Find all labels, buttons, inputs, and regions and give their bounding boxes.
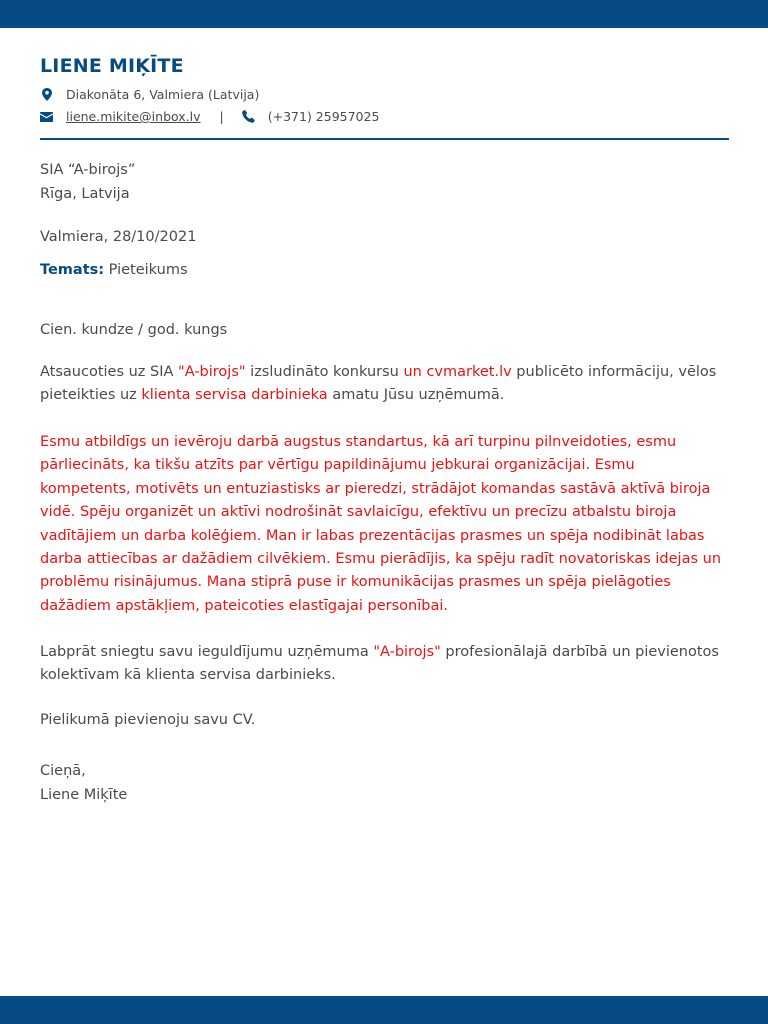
paragraph-qualifications: Esmu atbildīgs un ievēroju darbā augstus standartus, kā arī turpinu pilnveidoties, esmu pārliecināts, ka tikšu atzīts par vērtīgu papildinājumu jebkurai organizācijai. Esmu kompetents, motivēts un entuziastisks ar pieredzi, strādājot komandas sastāvā aktīvā biroja vidē. Spēju organizēt un aktīvi nodrošināt savlaicīgu, efektīvu un precīzu atbalstu biroja vadītājiem un darba kolēģiem. Man ir labas prezentācijas prasmes un spēja nodibināt labas darba attiecības ar dažādiem cilvēkiem. Esmu pierādījis, ka spēju radīt novatoriskas idejas un problēmu risinājumus. Mana stiprā puse ir komunikācijas prasmes un spēja pielāgoties dažādiem apstākļiem, pateicoties elastīgajai personībai. <box>40 434 722 614</box>
attachment-note: Pielikumā pievienoju savu CV. <box>40 712 256 728</box>
contact-separator: | <box>219 109 224 124</box>
paragraph-contribution-text-2: profesionālajā darbībā un pievienotos kolektīvam kā klienta servisa darbinieks. <box>40 644 719 684</box>
paragraph-intro-text-2: izsludināto konkursu <box>245 364 404 380</box>
recipient-company: SIA “A-birojs” <box>40 162 136 178</box>
company-name-highlight-2: "A-birojs" <box>373 644 441 660</box>
paragraph-intro <box>40 361 724 408</box>
place-date: Valmiera, 28/10/2021 <box>40 229 197 245</box>
company-name-highlight: "A-birojs" <box>178 364 246 380</box>
subject-label: Temats: <box>40 262 105 278</box>
paragraph-intro-text-4: amatu Jūsu uzņēmumā. <box>327 387 505 404</box>
recipient-city: Rīga, Latvija <box>40 186 130 202</box>
salutation: Cien. kundze / god. kungs <box>40 322 228 338</box>
email-link[interactable]: liene.mikite@inbox.lv <box>66 109 201 124</box>
contact-row <box>40 109 379 124</box>
bottom-banner <box>0 996 768 1024</box>
address-row <box>40 87 259 102</box>
paragraph-contribution <box>40 641 724 688</box>
phone-icon <box>242 110 255 124</box>
paragraph-intro-text-3: publicēto informāciju, vēlos pieteikties uz <box>40 364 717 404</box>
closing: Cieņā, <box>40 763 86 779</box>
header-divider <box>40 138 729 140</box>
envelope-icon <box>40 110 53 124</box>
phone-text: (+371) 25957025 <box>267 109 380 124</box>
applicant-name: LIENE MIĶĪTE <box>40 55 184 77</box>
signature-name: Liene Miķīte <box>40 787 128 803</box>
top-banner <box>0 0 768 28</box>
subject-line <box>40 262 188 278</box>
source-highlight: un cvmarket.lv <box>403 364 512 380</box>
paragraph-intro-text-1: Atsaucoties uz SIA <box>40 364 179 380</box>
position-highlight: klienta servisa darbinieka <box>141 387 328 404</box>
paragraph-contribution-text-1: Labprāt sniegtu savu ieguldījumu uzņēmuma <box>40 644 374 660</box>
map-marker-icon <box>40 88 53 102</box>
address-text: Diakonāta 6, Valmiera (Latvija) <box>66 87 260 102</box>
subject-value: Pieteikums <box>108 262 188 278</box>
